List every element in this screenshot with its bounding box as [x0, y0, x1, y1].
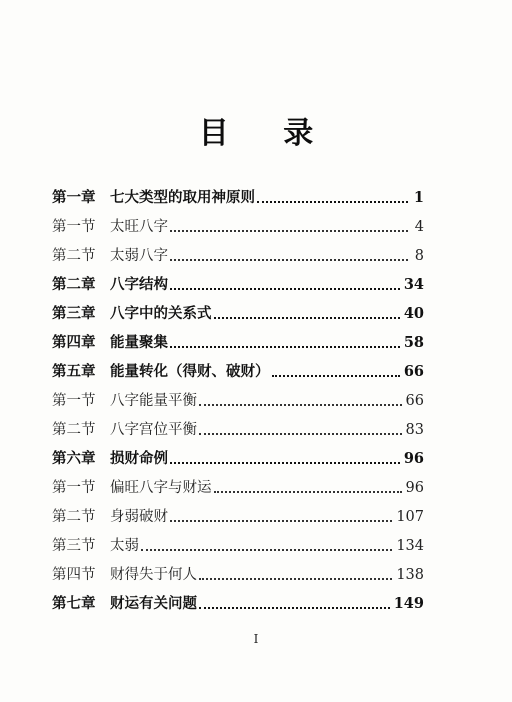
toc-entry-page: 83: [405, 422, 424, 438]
toc-entry-number: 第二节: [52, 248, 96, 264]
toc-entry-title: 八字中的关系式: [110, 305, 212, 322]
toc-entry[interactable]: [52, 294, 424, 323]
toc-entry[interactable]: [52, 439, 424, 468]
toc-entry-page: 66: [403, 363, 424, 380]
toc-entry-page: 138: [396, 567, 424, 583]
dot-leader: [199, 607, 390, 609]
toc-entry-number: 第一节: [52, 480, 96, 496]
toc-entry-title: 太弱八字: [110, 248, 168, 264]
toc-entry[interactable]: [52, 207, 424, 236]
toc-entry[interactable]: [52, 381, 424, 410]
toc-entry[interactable]: [52, 497, 424, 526]
toc-entry-page: 34: [403, 276, 424, 293]
toc-entry-number: 第七章: [52, 595, 96, 612]
toc-entry-number: 第二节: [52, 509, 96, 525]
dot-leader: [199, 433, 402, 435]
dot-leader: [257, 201, 408, 203]
toc-entry-title: 能量转化（得财、破财）: [110, 363, 270, 380]
page-title: 目 录: [198, 116, 336, 151]
dot-leader: [170, 230, 408, 232]
table-of-contents: [52, 178, 424, 613]
toc-entry-title: 太旺八字: [110, 219, 168, 235]
toc-entry-number: 第四章: [52, 334, 96, 351]
toc-entry-title: 身弱破财: [110, 509, 168, 525]
toc-entry-page: 58: [403, 334, 424, 351]
dot-leader: [214, 317, 400, 319]
dot-leader: [170, 346, 400, 348]
dot-leader: [272, 375, 400, 377]
toc-entry[interactable]: [52, 468, 424, 497]
toc-entry-title: 七大类型的取用神原则: [110, 189, 255, 206]
toc-entry[interactable]: [52, 323, 424, 352]
dot-leader: [170, 520, 392, 522]
toc-entry-number: 第一节: [52, 219, 96, 235]
toc-entry-title: 能量聚集: [110, 334, 168, 351]
toc-entry-title: 损财命例: [110, 450, 168, 467]
toc-entry-page: 96: [405, 480, 424, 496]
dot-leader: [199, 578, 392, 580]
toc-entry-number: 第六章: [52, 450, 96, 467]
toc-entry-number: 第四节: [52, 567, 96, 583]
toc-entry[interactable]: [52, 584, 424, 613]
toc-entry-title: 八字宫位平衡: [110, 422, 197, 438]
toc-entry-page: 107: [396, 509, 424, 525]
toc-entry-title: 八字能量平衡: [110, 393, 197, 409]
toc-entry-number: 第三章: [52, 305, 96, 322]
toc-entry-number: 第五章: [52, 363, 96, 380]
dot-leader: [141, 549, 392, 551]
toc-entry-title: 财运有关问题: [110, 595, 197, 612]
toc-entry-number: 第一章: [52, 189, 96, 206]
toc-entry-page: 149: [393, 595, 424, 612]
toc-entry-page: 1: [413, 189, 424, 206]
page-number-footer: I: [253, 632, 259, 646]
toc-entry-page: 66: [405, 393, 424, 409]
toc-entry[interactable]: [52, 410, 424, 439]
toc-entry-page: 8: [414, 248, 424, 264]
toc-entry[interactable]: [52, 265, 424, 294]
toc-entry[interactable]: [52, 352, 424, 381]
toc-entry-title: 偏旺八字与财运: [110, 480, 212, 496]
dot-leader: [170, 259, 408, 261]
dot-leader: [199, 404, 402, 406]
toc-entry-title: 财得失于何人: [110, 567, 197, 583]
toc-entry-page: 4: [414, 219, 424, 235]
dot-leader: [170, 288, 400, 290]
dot-leader: [170, 462, 400, 464]
dot-leader: [214, 491, 402, 493]
toc-entry-title: 太弱: [110, 538, 139, 554]
toc-entry-page: 134: [396, 538, 424, 554]
toc-entry-page: 40: [403, 305, 424, 322]
toc-entry-page: 96: [403, 450, 424, 467]
toc-entry-number: 第一节: [52, 393, 96, 409]
toc-entry-number: 第二节: [52, 422, 96, 438]
toc-entry[interactable]: [52, 526, 424, 555]
toc-entry[interactable]: [52, 236, 424, 265]
toc-entry-title: 八字结构: [110, 276, 168, 293]
toc-entry-number: 第三节: [52, 538, 96, 554]
toc-entry[interactable]: [52, 555, 424, 584]
toc-entry[interactable]: [52, 178, 424, 207]
toc-entry-number: 第二章: [52, 276, 96, 293]
